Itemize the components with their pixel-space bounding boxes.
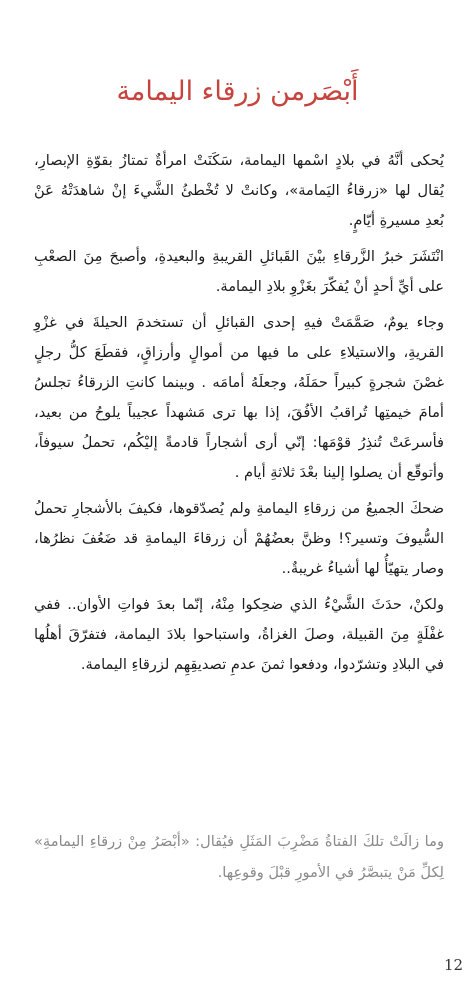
story-paragraph: وجاء يومٌ، صَمَّمَتْ فيهِ إحدى القبائلِ أن تستخدمَ الحيلةَ في غزْوِ القريةِ، والاستيلاءِ على ما فيها من أموالٍ وأرزاقٍ، فقطَعَ كلُّ رجلٍ غصْنَ شجرةٍ كبيراً حمَلَهُ، وجعلَهُ أمامَه . وبينما كانتِ الزرقاءُ تجلسُ أمامَ خيمتِها تُراقبُ الأفُقَ، إذا بها ترى مَشهداً عجيباً يلوحُ من بعيد، فأسرعَتْ تُنذِرُ قوْمَها: إنّي أرى أشجاراً قادمةً إليْكُم، تحملُ سيوفاً، وأتوقّع أن يصلوا إلينا بعْدَ ثلاثةِ أيام .	[34, 314, 444, 481]
page-title: أَبْصَرمن زرقاء اليمامة	[116, 76, 359, 107]
moral-text: وما زالَتْ تلكَ الفتاةُ مَضْرِبَ المَثَلِ فيُقال: «أبْصَرُ مِنْ زرقاءِ اليمامةِ» لِكلِّ مَنْ يتبصَّرُ في الأمورِ قبْلَ وقوعِها.	[34, 833, 444, 881]
story-paragraph: يُحكى أنَّهُ في بلادٍ اسْمها اليمامة، سَكَنَتْ امرأةٌ تمتازُ بقوّةِ الإبصارِ، يُقال لها «زرقاءُ اليَمامة»، وكانتْ لا تُخْطئُ الشَّيءَ إنْ شاهدَتْهُ عَنْ بُعدِ مسيرةِ أيّامٍ.	[34, 152, 444, 229]
page-number: 12	[444, 956, 464, 974]
story-paragraph: ضحكَ الجميعُ من زرقاءِ اليمامةِ ولم يُصدّقوها، فكيفَ بالأشجارِ تحملُ السُّيوفَ وتسير؟! وظنَّ بعضُهُمْ أن زرقاءَ اليمامةِ قد ضَعُفَ نظرُها، وصار يتهيّأُ لها أشياءُ غريبةٌ..	[34, 500, 444, 577]
story-paragraph: ولكنْ، حدَثَ الشَّيْءُ الذي ضحِكوا مِنْهُ، إنّما بعدَ فواتِ الأوان.. ففي غفْلَةٍ مِنَ القبيلة، وصلَ الغزاةُ، واستباحوا بلادَ اليمامة، فتفرّقَ أهلُها في البلادِ وتشرّدوا، ودفعوا ثمنَ عدمِ تصديقِهِم لزرقاءِ اليمامة.	[34, 596, 444, 673]
story-paragraph: انْتَشَرَ خبرُ الزَّرقاءِ بيْنَ القَبائلِ القريبةِ والبعيدةِ، وأصبحَ مِنَ الصعْبِ على أيِّ أحدٍ أنْ يُفكّرَ بغَزْوِ بلادِ اليمامة.	[34, 248, 444, 295]
story-body	[34, 146, 444, 686]
